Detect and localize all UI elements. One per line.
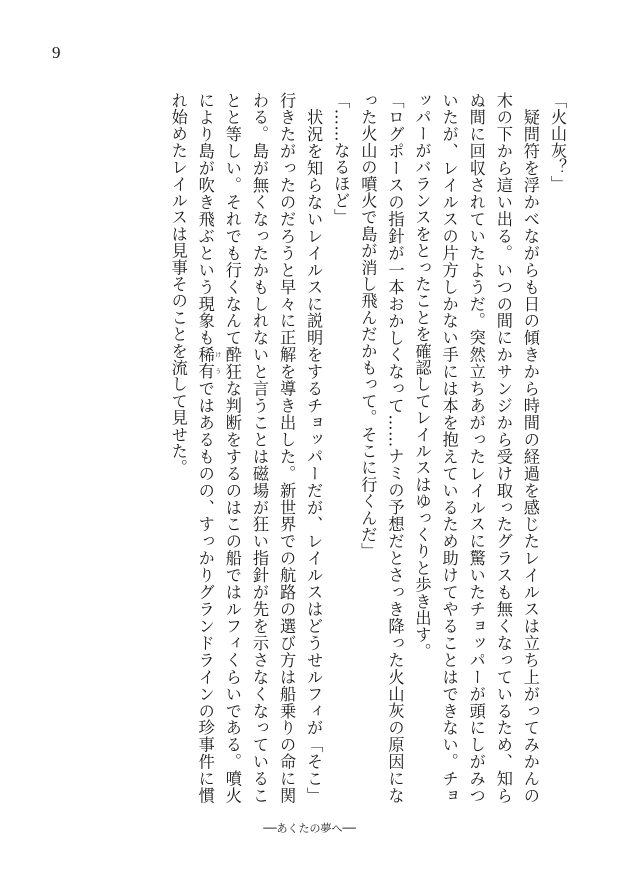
paragraph-dialogue-logpose: 「ログポースの指針が一本おかしくなって……ナミの予想だとさっき降った火山灰の原因になった火山の噴火で島が消し飛んだかもって。そこに行くんだ」 — [358, 92, 405, 804]
ruby-keu — [195, 346, 221, 381]
body-text — [49, 92, 571, 804]
ruby-base: 稀有 — [195, 346, 215, 381]
paragraph-dialogue-naruhodo: 「……なるほど」 — [331, 92, 351, 226]
page-number: 9 — [52, 43, 61, 62]
narration-2-text-end: ではあるものの、すっかりグランドラインの珍事件に慣れ始めたレイルスは見事そのことを流して見せた。 — [168, 92, 215, 804]
narration-2-text: 状況を知らないレイルスに説明をするチョッパーだが、レイルスはどうせルフィが「そこ」行きたがったのだろうと早々に正解を導き出した。新世界での航路の選び方は船乗りの命に関わる。島が無くなったかもしれないと言うことは磁場が狂い指針が先を示さなくなっていることと等しい。それでも行くなんて酔狂な判断をするのはこの船ではルフィくらいである。噴火により島が吹き飛ぶという現象も — [195, 92, 324, 804]
paragraph-narration-2 — [165, 92, 328, 804]
paragraph-dialogue-volcanic-ash: 「火山灰？」 — [548, 92, 567, 193]
paragraph-narration-1: 疑問符を浮かべながらも日の傾きから時間の経過を感じたレイルスは立ち上がってみかんの木の下から這い出る。いつの間にかサンジから受け取ったグラスも無くなっているため、知らぬ間に回収されていたようだ。突然立ちあがったレイルスに驚いたチョッパーが頭にしがみついたが、レイルスの片方しかない手には本を抱えているため助けてやることはできない。チョッパーがバランスをとったことを確認してレイルスはゆっくりと歩き出す。 — [412, 92, 540, 804]
footer-title: ──あくたの夢へ── — [263, 822, 356, 835]
ruby-reading: けう — [213, 346, 221, 381]
